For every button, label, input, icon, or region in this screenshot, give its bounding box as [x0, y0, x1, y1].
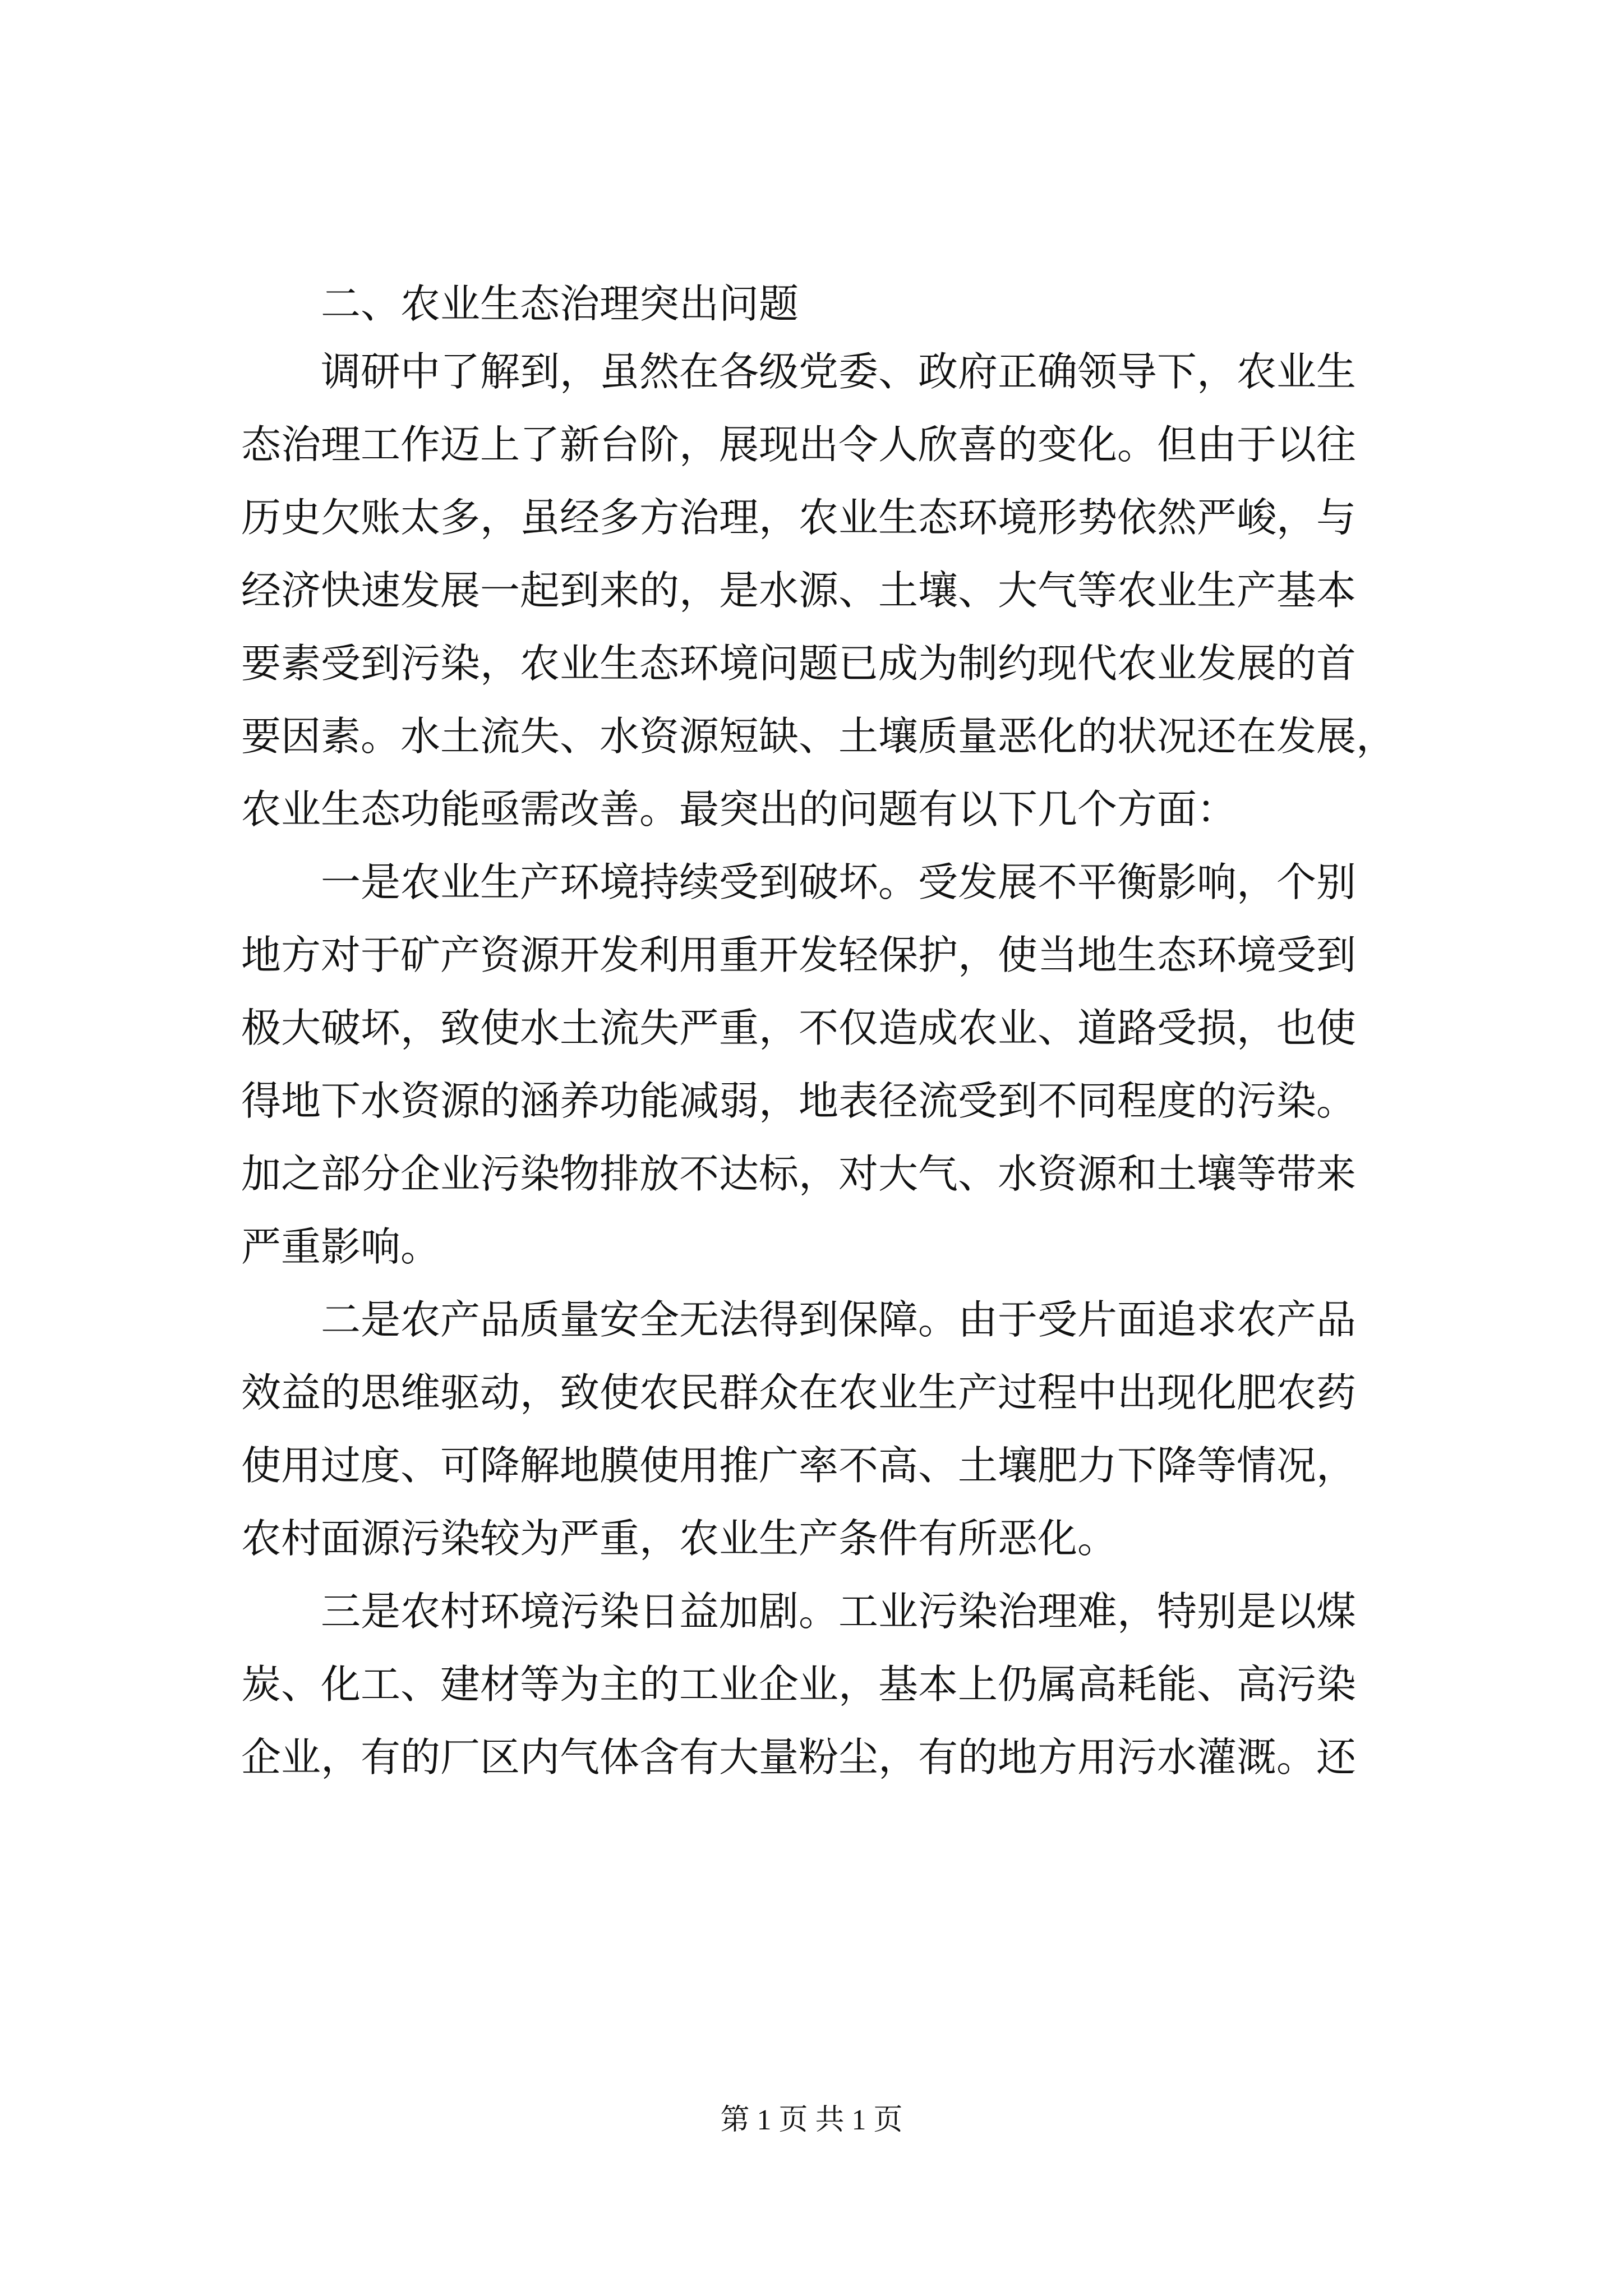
paragraph-line: 要素受到污染，农业生态环境问题已成为制约现代农业发展的首 [241, 640, 1357, 687]
paragraph-line: 农村面源污染较为严重，农业生产条件有所恶化。 [241, 1515, 1118, 1562]
paragraph-line: 严重影响。 [241, 1223, 441, 1270]
paragraph-line: 经济快速发展一起到来的，是水源、土壤、大气等农业生产基本 [241, 567, 1357, 614]
paragraph-line: 二是农产品质量安全无法得到保障。由于受片面追求农产品 [321, 1296, 1357, 1343]
paragraph-line: 得地下水资源的涵养功能减弱，地表径流受到不同程度的污染。 [241, 1078, 1357, 1124]
page-footer: 第 1 页 共 1 页 [720, 2104, 903, 2136]
paragraph [241, 1575, 1424, 1794]
paragraph-line: 农业生态功能亟需改善。最突出的问题有以下几个方面： [241, 786, 1237, 832]
paragraph [241, 335, 1424, 846]
paragraph-line: 一是农业生产环境持续受到破坏。受发展不平衡影响，个别 [321, 859, 1357, 905]
paragraph-line: 态治理工作迈上了新台阶，展现出令人欣喜的变化。但由于以往 [241, 421, 1357, 468]
paragraph-line: 企业，有的厂区内气体含有大量粉尘，有的地方用污水灌溉。还 [241, 1734, 1357, 1780]
paragraph-line: 极大破坏，致使水土流失严重，不仅造成农业、道路受损，也使 [241, 1005, 1357, 1051]
paragraph [241, 1283, 1424, 1575]
paragraph [241, 846, 1424, 1283]
paragraph-container [241, 335, 1424, 1794]
paragraph-line: 使用过度、可降解地膜使用推广率不高、土壤肥力下降等情况， [241, 1442, 1357, 1489]
document-body [241, 272, 1424, 1794]
paragraph-line: 历史欠账太多，虽经多方治理，农业生态环境形势依然严峻，与 [241, 494, 1357, 541]
paragraph-line: 效益的思维驱动，致使农民群众在农业生产过程中出现化肥农药 [241, 1369, 1357, 1416]
paragraph-line: 炭、化工、建材等为主的工业企业，基本上仍属高耗能、高污染 [241, 1661, 1357, 1708]
paragraph-line: 加之部分企业污染物排放不达标，对大气、水资源和土壤等带来 [241, 1151, 1357, 1197]
paragraph-line: 地方对于矿产资源开发利用重开发轻保护，使当地生态环境受到 [241, 932, 1357, 978]
paragraph-line: 要因素。水土流失、水资源短缺、土壤质量恶化的状况还在发展， [241, 713, 1396, 760]
paragraph-line: 调研中了解到，虽然在各级党委、政府正确领导下，农业生 [321, 348, 1357, 395]
section-heading: 二、农业生态治理突出问题 [321, 280, 799, 327]
paragraph-line: 三是农村环境污染日益加剧。工业污染治理难，特别是以煤 [321, 1588, 1357, 1635]
